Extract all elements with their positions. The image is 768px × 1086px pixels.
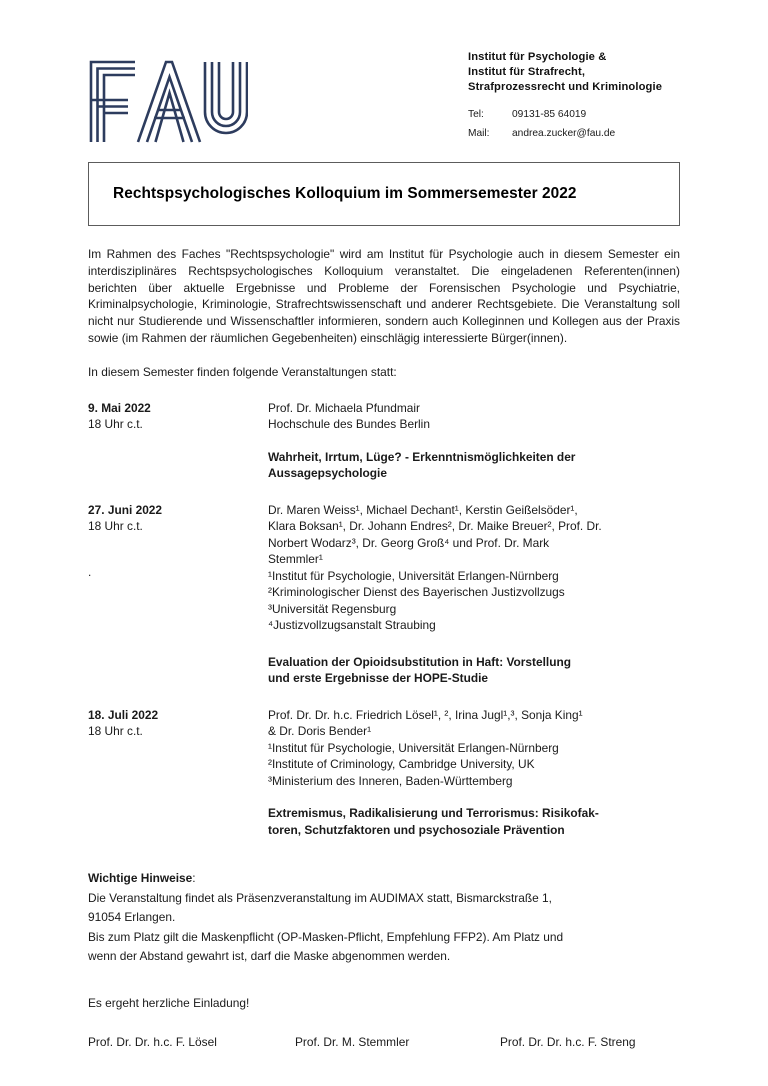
important-notes <box>88 838 680 967</box>
spacer <box>88 687 680 707</box>
institute-line-1: Institut für Psychologie & <box>468 51 607 63</box>
event-date: 9. Mai 2022 <box>88 400 151 415</box>
event-speaker-affiliation: Hochschule des Bundes Berlin <box>268 417 430 432</box>
document-body <box>88 246 680 1049</box>
signature-name: Prof. Dr. Dr. h.c. F. Lösel <box>88 1034 217 1049</box>
event-affiliation: ³Universität Regensburg <box>268 601 397 616</box>
event-time: 18 Uhr c.t. <box>88 417 143 432</box>
signature-name: Prof. Dr. M. Stemmler <box>295 1034 410 1049</box>
event-talk-title-line: toren, Schutzfaktoren und psychosoziale Prävention <box>268 822 565 837</box>
event-talk-title-line: Extremismus, Radikalisierung und Terrorismus: Risikofak- <box>268 806 599 821</box>
notes-line: Bis zum Platz gilt die Maskenpflicht (OP-Masken-Pflicht, Empfehlung FFP2). Am Platz und <box>88 929 564 944</box>
notes-heading-colon: : <box>192 871 196 886</box>
contact-row-mail <box>468 124 768 143</box>
event-affiliation: ²Institute of Criminology, Cambridge University, UK <box>268 757 535 772</box>
event-date: 18. Juli 2022 <box>88 707 159 722</box>
event-speaker-line: Prof. Dr. Dr. h.c. Friedrich Lösel¹, ², Irina Jugl¹,³, Sonja King¹ <box>268 707 583 722</box>
title-box <box>88 162 680 226</box>
event-affiliation: ²Kriminologischer Dienst des Bayerischen Justizvollzugs <box>268 585 565 600</box>
event-entry <box>88 502 680 687</box>
notes-line: Die Veranstaltung findet als Präsenzveranstaltung im AUDIMAX statt, Bismarckstraße 1, <box>88 890 552 905</box>
event-detail-column <box>268 707 680 839</box>
mail-label: Mail: <box>468 127 490 139</box>
event-entry <box>88 707 680 839</box>
event-talk-title-line: und erste Ergebnisse der HOPE-Studie <box>268 671 489 686</box>
event-date: 27. Juni 2022 <box>88 502 163 517</box>
spacer <box>88 482 680 502</box>
signature-row <box>88 1013 680 1049</box>
lead-paragraph: In diesem Semester finden folgende Veranstaltungen statt: <box>88 364 397 379</box>
spacer <box>268 433 680 449</box>
event-entry <box>88 400 680 482</box>
closing-line: Es ergeht herzliche Einladung! <box>88 995 250 1010</box>
mail-value[interactable]: andrea.zucker@fau.de <box>512 127 616 139</box>
spacer <box>268 634 680 654</box>
event-speaker-line: Dr. Maren Weiss¹, Michael Dechant¹, Kerstin Geißelsöder¹, <box>268 502 578 517</box>
event-speaker-line: & Dr. Doris Bender¹ <box>268 724 372 739</box>
event-date-column <box>88 502 268 581</box>
fau-logo <box>88 58 248 144</box>
event-time: 18 Uhr c.t. <box>88 724 143 739</box>
notes-line: wenn der Abstand gewahrt ist, darf die Maske abgenommen werden. <box>88 949 451 964</box>
events-list <box>88 381 680 839</box>
notes-line: 91054 Erlangen. <box>88 910 176 925</box>
signature-name: Prof. Dr. Dr. h.c. F. Streng <box>500 1034 636 1049</box>
event-detail-column <box>268 400 680 482</box>
event-date-column <box>88 400 268 433</box>
institute-names <box>468 50 768 96</box>
tel-label: Tel: <box>468 108 484 120</box>
event-time: 18 Uhr c.t. <box>88 519 143 534</box>
fau-logo-icon <box>88 58 248 144</box>
header-contact-block <box>468 50 768 143</box>
institute-line-2: Institut für Strafrecht, <box>468 66 586 79</box>
event-affiliation: ¹Institut für Psychologie, Universität Erlangen-Nürnberg <box>268 740 559 755</box>
event-talk-title-line: Aussagepsychologie <box>268 466 387 481</box>
contact-rows <box>468 105 768 143</box>
document-header <box>88 50 680 150</box>
event-speaker-line: Prof. Dr. Michaela Pfundmair <box>268 400 420 415</box>
notes-heading: Wichtige Hinweise <box>88 871 193 886</box>
event-stray-mark: . <box>88 564 92 579</box>
notes-heading-row <box>88 869 680 889</box>
intro-paragraph: Im Rahmen des Faches "Rechtspsychologie" wird am Institut für Psychologie auch in diesem Semester ein interdisziplinäres Rechtspsychologisches Kolloquium veranstaltet. Die eingeladenen Referenten(innen) berichten über aktuelle Ergebnisse und Probleme der Forensischen Psychologie und Psychiatrie, Kriminalpsychologie, Kriminologie, Strafrechtswissenschaft und anderer Rechtsgebiete. Die Veranstaltung soll nicht nur Studierende und Wissenschaftler informieren, sondern auch Kolleginnen und Kollegen aus der Praxis sowie (im Rahmen der räumlichen Gegebenheiten) einschlägig interessierte Bürger(innen). <box>88 247 680 345</box>
event-talk-title-line: Wahrheit, Irrtum, Lüge? - Erkenntnismöglichkeiten der <box>268 449 576 464</box>
event-affiliation: ⁴Justizvollzugsanstalt Straubing <box>268 618 436 633</box>
event-date-column <box>88 707 268 740</box>
event-affiliation: ³Ministerium des Inneren, Baden-Württemberg <box>268 773 513 788</box>
tel-value: 09131-85 64019 <box>512 108 587 120</box>
institute-line-3: Strafprozessrecht und Kriminologie <box>468 81 663 94</box>
event-affiliation: ¹Institut für Psychologie, Universität Erlangen-Nürnberg <box>268 568 559 583</box>
contact-row-tel <box>468 105 768 124</box>
event-detail-column <box>268 502 680 687</box>
event-talk-title-line: Evaluation der Opioidsubstitution in Haft: Vorstellung <box>268 654 571 669</box>
event-speaker-line: Stemmler¹ <box>268 552 323 567</box>
page-title: Rechtspsychologisches Kolloquium im Sommersemester 2022 <box>113 185 577 202</box>
event-speaker-line: Klara Boksan¹, Dr. Johann Endres², Dr. Maike Breuer², Prof. Dr. <box>268 519 602 534</box>
spacer <box>268 789 680 805</box>
event-speaker-line: Norbert Wodarz³, Dr. Georg Groß⁴ und Prof. Dr. Mark <box>268 535 550 550</box>
